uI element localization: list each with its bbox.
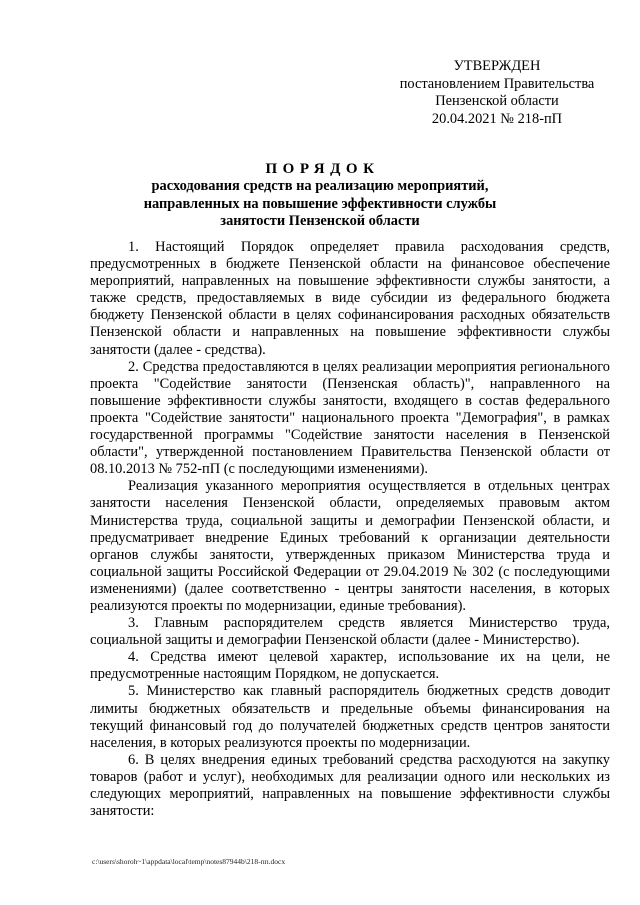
paragraph-2-continuation: Реализация указанного мероприятия осуществляется в отдельных центрах занятости населения Пензенской области, определяемых правовым актом Министерства труда, социальной защиты и демографии Пензенской области, и предусматривает внедрение Единых требований к организации деятельности органов службы занятости, утвержденных приказом Министерства труда и социальной защиты Российской Федерации от 29.04.2019 № 302 (с последующими изменениями) (далее соответственно - центры занятости населения, в которых реализуются проекты по модернизации, единые требования). (90, 478, 610, 614)
paragraph-3: 3. Главным распорядителем средств является Министерство труда, социальной защиты и демографии Пензенской области (далее - Министерство). (90, 615, 610, 649)
approval-line-date-number: 20.04.2021 № 218-пП (431, 110, 563, 127)
paragraph-5: 5. Министерство как главный распорядитель бюджетных средств доводит лимиты бюджетных обязательств и предельные объемы финансирования на текущий финансовый год до получателей бюджетных средств центров занятости населения, в которых реализуются проекты по модернизации. (90, 683, 610, 751)
title-heading: ПОРЯДОК (265, 161, 380, 177)
paragraph-6: 6. В целях внедрения единых требований средства расходуются на закупку товаров (работ и услуг), необходимых для реализации одного или нескольких из следующих мероприятий, направленных на повышение эффективности службы занятости: (90, 751, 610, 820)
approval-stamp (372, 58, 622, 128)
title-subtitle-line-2: направленных на повышение эффективности службы (143, 195, 497, 212)
paragraph-4: 4. Средства имеют целевой характер, использование их на цели, не предусмотренные настоящим Порядком, не допускается. (90, 649, 610, 683)
approval-line-approved: УТВЕРЖДЕН (453, 58, 541, 74)
approval-line-region: Пензенской области (435, 93, 559, 109)
title-subtitle-line-1: расходования средств на реализацию мероприятий, (151, 178, 489, 194)
file-path-footer: c:\users\shoroh~1\appdata\local\temp\notes87944b\218-пп.docx (92, 857, 286, 866)
document-title (88, 160, 552, 231)
paragraph-2: 2. Средства предоставляются в целях реализации мероприятия регионального проекта "Содействие занятости (Пензенская область)", направленного на повышение эффективности службы занятости, входящего в состав федерального проекта "Содействие занятости" национального проекта "Демография", в рамках государственной программы "Содействие занятости населения в Пензенской области", утвержденной постановлением Правительства Пензенской области от 08.10.2013 № 752-пП (с последующими изменениями). (90, 358, 610, 478)
approval-line-resolution: постановлением Правительства (399, 75, 595, 92)
paragraph-1: 1. Настоящий Порядок определяет правила расходования средств, предусмотренных в бюджете Пензенской области на финансовое обеспечение мероприятий, направленных на повышение эффективности службы занятости, а также средств, предоставляемых в виде субсидии из федерального бюджета бюджету Пензенской области в целях софинансирования расходных обязательств Пензенской области и направленных на повышение эффективности службы занятости (далее - средства). (90, 239, 610, 358)
title-subtitle-line-3: занятости Пензенской области (220, 213, 420, 230)
document-body (90, 239, 610, 820)
